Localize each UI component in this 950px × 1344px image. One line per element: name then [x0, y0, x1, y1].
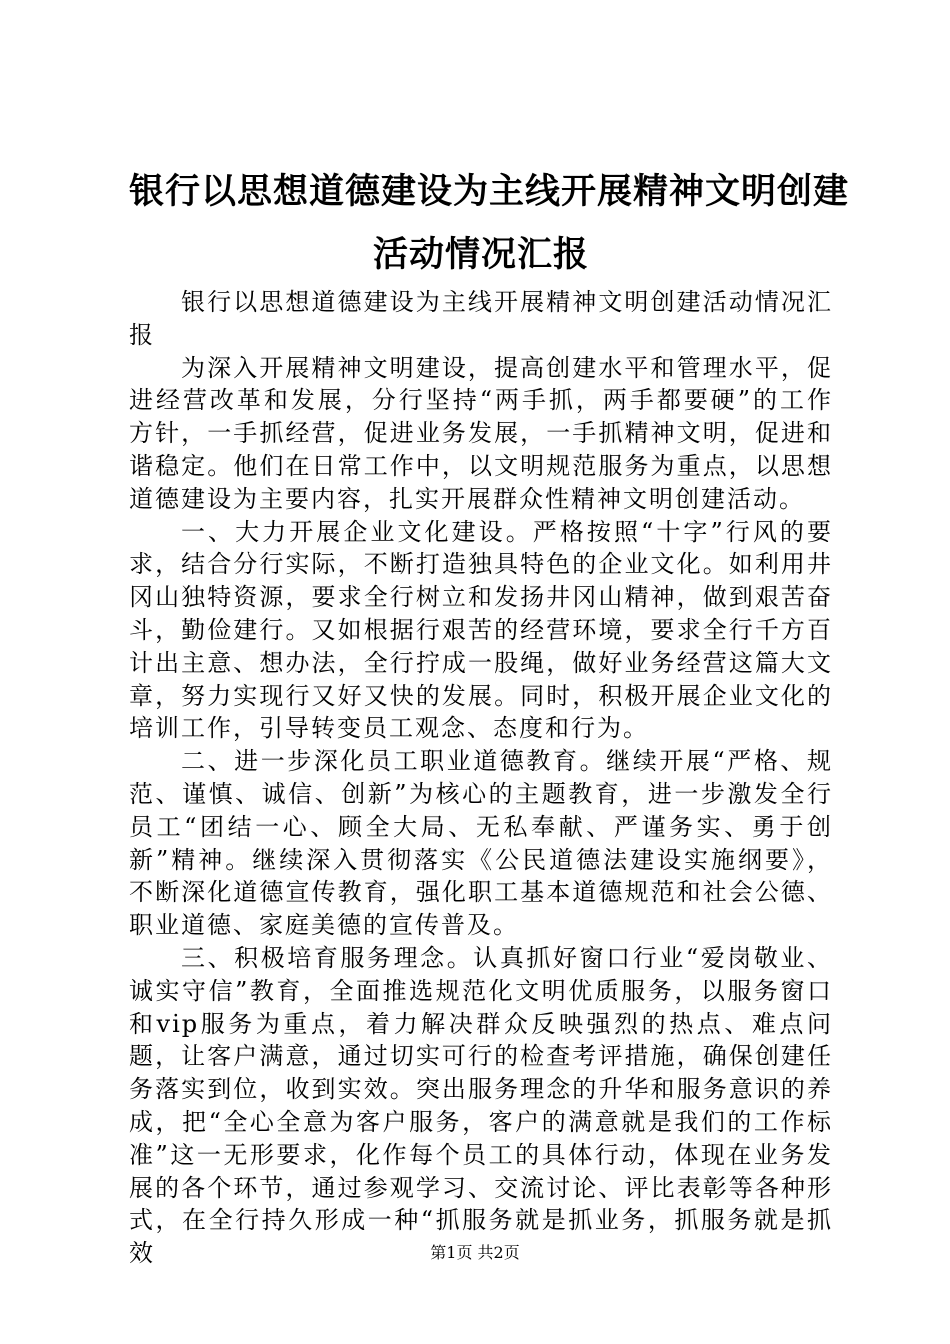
document-body [129, 160, 850, 1270]
page-footer: 第1页 共2页 [430, 1243, 520, 1262]
paragraph-section-3: 三、积极培育服务理念。认真抓好窗口行业“爱岗敬业、诚实守信”教育，全面推选规范化文明优质服务，以服务窗口和vip服务为重点，着力解决群众反映强烈的热点、难点问题，让客户满意，通过切实可行的检查考评措施，确保创建任务落实到位，收到实效。突出服务理念的升华和服务意识的养成，把“全心全意为客户服务，客户的满意就是我们的工作标准”这一无形要求，化作每个员工的具体行动，体现在业务发展的各个环节，通过参观学习、交流讨论、评比表彰等各种形式，在全行持久形成一种“抓服务就是抓业务，抓服务就是抓效 [129, 943, 833, 1268]
title-line-2: 活动情况汇报 [372, 234, 589, 275]
paragraph-section-1: 一、大力开展企业文化建设。严格按照“十字”行风的要求，结合分行实际，不断打造独具特色的企业文化。如利用井冈山独特资源，要求全行树立和发扬井冈山精神，做到艰苦奋斗，勤俭建行。又如根据行艰苦的经营环境，要求全行千方百计出主意、想办法，全行拧成一股绳，做好业务经营这篇大文章，努力实现行又好又快的发展。同时，积极开展企业文化的培训工作，引导转变员工观念、态度和行为。 [129, 517, 833, 743]
paragraph-intro: 为深入开展精神文明建设，提高创建水平和管理水平，促进经营改革和发展，分行坚持“两手抓，两手都要硬”的工作方针，一手抓经营，促进业务发展，一手抓精神文明，促进和谐稳定。他们在日常工作中，以文明规范服务为重点，以思想道德建设为主要内容，扎实开展群众性精神文明创建活动。 [129, 353, 833, 513]
title-line-1: 银行以思想道德建设为主线开展精神文明创建 [129, 171, 850, 212]
document-title [129, 160, 850, 286]
paragraph-section-2: 二、进一步深化员工职业道德教育。继续开展“严格、规范、谨慎、诚信、创新”为核心的主题教育，进一步激发全行员工“团结一心、顾全大局、无私奉献、严谨务实、勇于创新”精神。继续深入贯彻落实《公民道德法建设实施纲要》，不断深化道德宣传教育，强化职工基本道德规范和社会公德、职业道德、家庭美德的宣传普及。 [129, 747, 833, 940]
subtitle-paragraph: 银行以思想道德建设为主线开展精神文明创建活动情况汇报 [129, 288, 833, 349]
